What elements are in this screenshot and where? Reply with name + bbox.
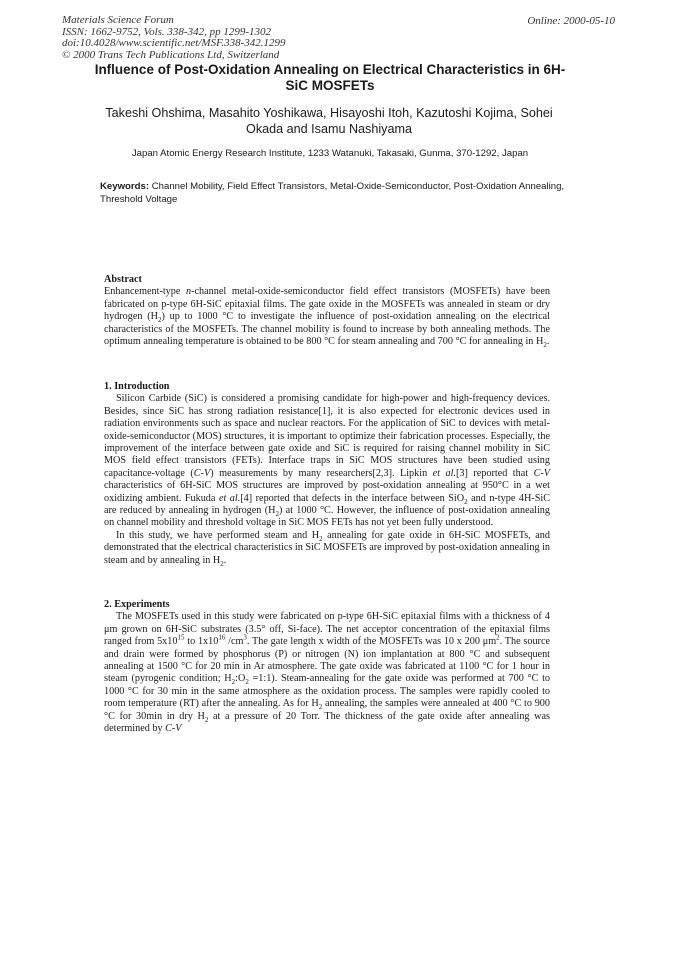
introduction-paragraph-1: Silicon Carbide (SiC) is considered a promising candidate for high-power and high-frequency devices. Besides, since SiC has strong radiation resistance[1], it is also expected for electronic devices used in radiation environments such as space and nuclear reactors. For the application of SiC to devices with metal-oxide-semiconductor (MOS) structures, it is important to optimize their fabrication processes. Especially, the improvement of the interface between gate oxide and SiC is required for raising channel mobility in SiC MOS field effect transistors (FETs). Interface traps in SiC MOS structures have been studied using capacitance-voltage (C-V) measurements by many researchers[2,3]. Lipkin et al.[3] reported that C-V characteristics of 6H-SiC MOS structures are improved by post-oxidation annealing at 950°C in a wet oxidizing ambient. Fukuda et al.[4] reported that defects in the interface between SiO$_2$ and n-type 4H-SiC are reduced by annealing in hydrogen $(H_2)$ at 1000 °C. However, the influence of post-oxidation annealing on channel mobility and threshold voltage in SiC MOS FETs has not yet been fully understood. [104,393,550,529]
experiments-heading: 2. Experiments [104,599,170,610]
journal-header [62,15,286,61]
author-list: Takeshi Ohshima, Masahito Yoshikawa, Hisayoshi Itoh, Kazutoshi Kojima, Sohei Okada and Isamu Nashiyama [105,106,553,136]
keywords-label: Keywords: [100,181,150,192]
copyright-line: © 2000 Trans Tech Publications Ltd, Switzerland [62,48,280,61]
issn-line: ISSN: 1662-9752, Vols. 338-342, pp 1299-1302 [62,25,271,38]
abstract-section [104,274,550,348]
experiments-paragraph-1: The MOSFETs used in this study were fabricated on p-type 6H-SiC epitaxial films with a thickness of 4 μm grown on 6H-SiC substrates (3.5° off, Si-face). The net acceptor concentration of the epitaxial films ranged from $5x10^{15}$ to $1x10^{16}$ $/cm^3$. The gate length x width of the MOSFETs was 10 x 200 $\mu m^2$. The source and drain were formed by phosphorus (P) or nitrogen (N) ion implantation at 800 °C and subsequent annealing at 1500 °C for 20 min in Ar atmosphere. The gate oxide was fabricated at 1100 °C for 1 hour in steam (pyrogenic condition; $H_2:O_2$ =1:1). Steam-annealing for the gate oxide was performed at 700 °C to 1000 °C for 30 min in the same atmosphere as the oxidation process. The samples were rapidly cooled to room temperature (RT) after the annealing. As for $H_2$ annealing, the samples were annealed at 400 °C to 900 °C for 30min in dry $H_2$ at a pressure of 20 Torr. The thickness of the gate oxide after annealing was determined by C-V [104,611,550,735]
abstract-heading: Abstract [104,274,142,285]
keywords [100,181,570,206]
affiliation: Japan Atomic Energy Research Institute, 1233 Watanuki, Takasaki, Gunma, 370-1292, Japan [131,148,529,159]
introduction-section [104,381,550,567]
experiments-section [104,599,550,735]
keywords-text: Channel Mobility, Field Effect Transistors, Metal-Oxide-Semiconductor, Post-Oxidation Annealing, Threshold Voltage [100,181,565,205]
journal-name: Materials Science Forum [62,14,174,26]
abstract-paragraph: Enhancement-type n-channel metal-oxide-semiconductor field effect transistors (MOSFETs) have been fabricated on p-type 6H-SiC epitaxial films. The gate oxide in the MOSFETs was annealed in steam or dry hydrogen $(H_2)$ up to 1000 °C to investigate the influence of post-oxidation annealing on the electrical characteristics of the MOSFETs. The channel mobility is found to increase by both annealing methods. The optimum annealing temperature is obtained to be 800 °C for steam annealing and 700 °C for annealing in $H_2$. [104,286,550,350]
introduction-paragraph-2: In this study, we have performed steam and $H_2$ annealing for gate oxide in 6H-SiC MOSFETs, and demonstrated that the electrical characteristics in SiC MOSFETs are improved by post-oxidation annealing in steam and by annealing in $H_2$. [104,529,551,568]
doi-line: doi:10.4028/www.scientific.net/MSF.338-342.1299 [62,37,286,49]
paper-title: Influence of Post-Oxidation Annealing on Electrical Characteristics in 6H-SiC MOSFETs [94,62,566,93]
online-date: Online: 2000-05-10 [527,15,615,27]
introduction-heading: 1. Introduction [104,381,170,392]
